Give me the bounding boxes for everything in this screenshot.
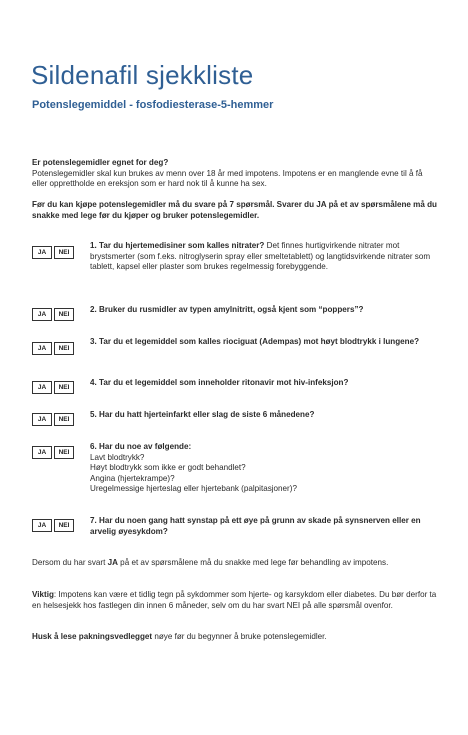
question-3	[32, 337, 442, 377]
q6-item-1: Lavt blodtrykk?	[90, 452, 145, 462]
question-5-text: 5. Har du hatt hjerteinfarkt eller slag de siste 6 månedene?	[90, 410, 315, 419]
page-title: Sildenafil sjekkliste	[31, 60, 254, 90]
q4-nei-box[interactable]: NEI	[54, 381, 74, 394]
question-7	[32, 516, 442, 556]
intro-heading: Er potenslegemidler egnet for deg?	[32, 158, 169, 167]
page-subtitle: Potenslegemiddel - fosfodiesterase-5-hemmer	[32, 99, 274, 111]
intro-section	[32, 158, 437, 190]
question-1	[32, 241, 442, 281]
q6-item-3: Angina (hjertekrampe)?	[90, 473, 175, 483]
intro-body: Potenslegemidler skal kun brukes av menn over 18 år med impotens. Impotens er en manglende evne til å få eller opprettholde en ereksjon som er hard nok til å kunne ha sex.	[32, 168, 423, 188]
q6-item-4: Uregelmessige hjerteslag eller hjertebank (palpitasjoner)?	[90, 484, 297, 493]
q7-ja-box[interactable]: JA	[32, 519, 52, 532]
q3-ja-box[interactable]: JA	[32, 342, 52, 355]
q5-ja-box[interactable]: JA	[32, 413, 52, 426]
footer-note-ja: Dersom du har svart JA på et av spørsmålene må du snakke med lege før behandling av impotens.	[32, 558, 389, 567]
instruction-text: Før du kan kjøpe potenslegemidler må du svare på 7 spørsmål. Svarer du JA på et av spørsmålene må du snakke med lege før du kjøper og bruker potenslegemidler.	[32, 200, 437, 220]
q1-ja-box[interactable]: JA	[32, 246, 52, 259]
question-1-text: 1. Tar du hjertemedisiner som kalles nitrater? Det finnes hurtigvirkende nitrater mot brystsmerter (som f.eks. nitroglyserin spray eller smeltetablett) og langtidsvirkende nitrater som tablett, kapsel eller plaster som brukes regelmessig forebyggende.	[90, 241, 431, 271]
q2-nei-box[interactable]: NEI	[54, 308, 74, 321]
question-7-text: 7. Har du noen gang hatt synstap på ett øye på grunn av skade på synsnerven eller en arvelig øyesykdom?	[90, 516, 421, 536]
q7-nei-box[interactable]: NEI	[54, 519, 74, 532]
q6-item-2: Høyt blodtrykk som ikke er godt behandlet?	[90, 463, 246, 472]
q2-ja-box[interactable]: JA	[32, 308, 52, 321]
footer-note-leaflet: Husk å lese pakningsvedlegget nøye før du begynner å bruke potenslegemidler.	[32, 632, 327, 641]
q6-nei-box[interactable]: NEI	[54, 446, 74, 459]
q6-ja-box[interactable]: JA	[32, 446, 52, 459]
q1-nei-box[interactable]: NEI	[54, 246, 74, 259]
q3-nei-box[interactable]: NEI	[54, 342, 74, 355]
question-6	[32, 442, 442, 502]
question-3-text: 3. Tar du et legemiddel som kalles riociguat (Adempas) mot høyt blodtrykk i lungene?	[90, 337, 420, 346]
question-6-text: 6. Har du noe av følgende: Lavt blodtrykk? Høyt blodtrykk som ikke er godt behandlet? Angina (hjertekrampe)? Uregelmessige hjerteslag eller hjertebank (palpitasjoner)?	[90, 442, 440, 495]
question-4-text: 4. Tar du et legemiddel som inneholder ritonavir mot hiv-infeksjon?	[90, 378, 349, 387]
footer-note-important: Viktig: Impotens kan være et tidlig tegn på sykdommer som hjerte- og karsykdom eller diabetes. Du bør derfor ta en helsesjekk hos fastlegen din innen 6 måneder, selv om du har svart NEI på alle spørsmål ovenfor.	[32, 590, 437, 610]
question-2-text: 2. Bruker du rusmidler av typen amylnitritt, også kjent som “poppers”?	[90, 305, 364, 314]
q5-nei-box[interactable]: NEI	[54, 413, 74, 426]
q4-ja-box[interactable]: JA	[32, 381, 52, 394]
